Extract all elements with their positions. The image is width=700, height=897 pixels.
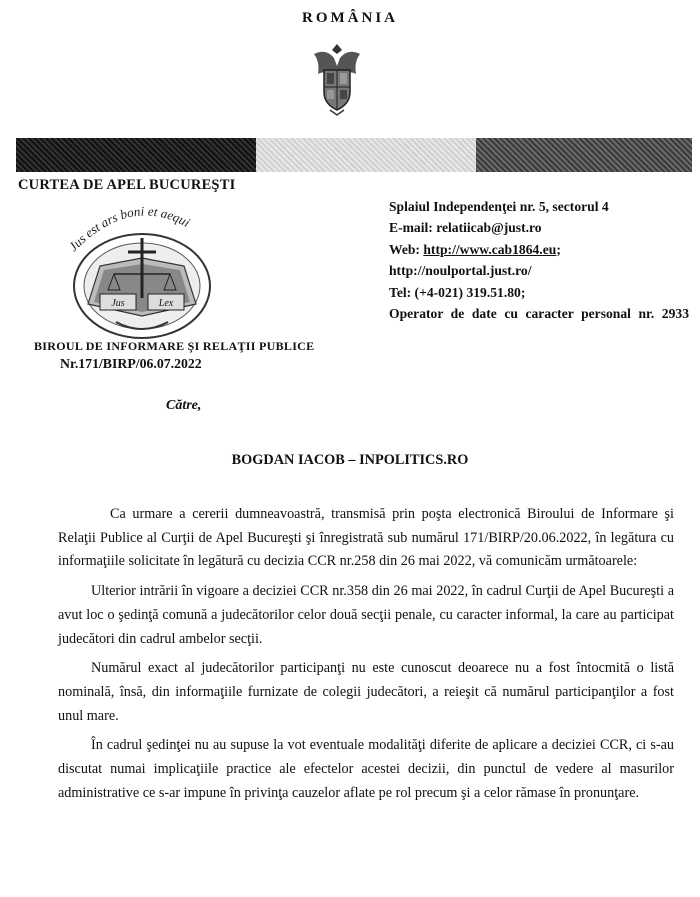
letter-body	[58, 503, 674, 811]
web-label: Web:	[389, 241, 420, 257]
registration-number: Nr.171/BIRP/06.07.2022	[60, 356, 202, 371]
web-line	[389, 239, 689, 260]
email-line	[389, 217, 689, 238]
email-link[interactable]: relatiicab@just.ro	[436, 220, 542, 236]
salutation: Către,	[166, 398, 202, 413]
romanian-coat-of-arms-icon	[306, 40, 368, 116]
band-right	[476, 138, 692, 172]
paragraph-3: Numărul exact al judecătorilor participanţi nu este cunoscut deoarece nu a fost întocmită o listă nominală, însă, din informaţiile furnizate de colegii judecători, a reieşit că numărul participanţilor a fost unul mare.	[58, 660, 674, 724]
country-heading: ROMÂNIA	[302, 10, 398, 26]
court-name: CURTEA DE APEL BUCUREŞTI	[18, 177, 236, 193]
contact-block	[389, 196, 689, 324]
seal-plaque-left: Jus	[111, 298, 125, 309]
paragraph-1: Ca urmare a cererii dumneavoastră, transmisă prin poşta electronică Biroului de Informare şi Relaţii Publice al Curţii de Apel Bucureşti şi înregistrată sub numărul 171/BIRP/20.06.2022, în legătura cu informaţiile solicitate în legătură cu decizia CCR nr.258 din 26 mai 2022, vă comunicăm următoarele:	[58, 506, 674, 570]
address: Splaiul Independenţei nr. 5, sectorul 4	[389, 199, 609, 214]
portal-link[interactable]: http://noulportal.just.ro/	[389, 263, 532, 279]
recipient: BOGDAN IACOB – INPOLITICS.RO	[231, 452, 469, 468]
data-operator: Operator de date cu caracter personal nr. 2933	[389, 306, 689, 322]
tricolor-band	[16, 138, 692, 172]
seal-plaque-right: Lex	[158, 298, 174, 309]
seal-motto: Jus est ars boni et aequi	[65, 203, 193, 255]
phone: Tel: (+4-021) 319.51.80;	[389, 284, 526, 300]
web-suffix: ;	[556, 241, 561, 257]
paragraph-4: În cadrul şedinţei nu au supuse la vot eventuale modalităţi diferite de aplicare a deciziei CCR, ci s-au discutat numai implicaţiile practice ale efectelor acestei decizii, din punctul de vedere al masurilor administrative ce s-ar impune în privinţa cauzelor aflate pe rol precum şi a celor rămase în pronunţare.	[58, 737, 674, 801]
bureau-name: BIROUL DE INFORMARE ŞI RELAŢII PUBLICE	[34, 339, 315, 353]
band-left	[16, 138, 256, 172]
band-middle	[256, 138, 476, 172]
email-label: E-mail:	[389, 220, 433, 236]
paragraph-2: Ulterior intrării în vigoare a deciziei CCR nr.358 din 26 mai 2022, în cadrul Curţii de Apel Bucureşti a avut loc o şedinţă comună a judecătorilor celor două secţii penale, cu caracter informal, la care au participat judecători din cadrul ambelor secţii.	[58, 583, 674, 647]
court-seal	[52, 194, 232, 342]
web-link[interactable]: http://www.cab1864.eu	[423, 241, 557, 257]
